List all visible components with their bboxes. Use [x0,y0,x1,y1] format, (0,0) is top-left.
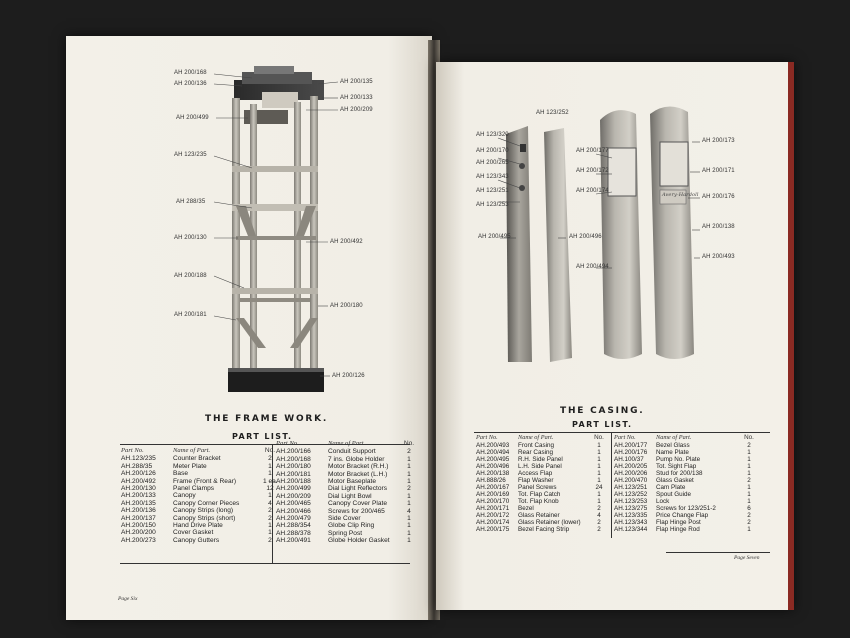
part-name: Frame (Front & Rear) [173,477,237,485]
part-name: Panel Screws [518,484,557,491]
parts-row [121,478,277,485]
part-number: AH.200/206 [614,470,648,477]
parts-row [476,498,606,505]
part-number: AH.200/492 [121,477,156,485]
part-name: Bezel Facing Strip [518,526,570,533]
callout-label: AH 200/176 [702,194,735,200]
parts-row [614,470,756,477]
part-name: Bezel Glass [656,442,690,449]
callout-label: AH 200/492 [330,239,363,245]
part-number: AH.200/177 [614,442,648,449]
part-qty: 1 [407,500,411,508]
part-qty: 1 [597,442,601,449]
part-name: Flap Hinge Rod [656,526,700,533]
header-qty: No. [264,447,276,454]
callout-label: AH 200/494 [576,264,609,270]
part-name: Flap Hinge Post [656,519,701,526]
table-bottom-rule [120,563,410,564]
part-number: AH.200/172 [476,512,510,519]
parts-row [121,537,277,544]
callout-label: AH 200/181 [174,312,207,318]
section-subtitle: PART LIST. [232,432,293,441]
right-page [436,62,794,610]
parts-row [276,478,416,485]
parts-row [276,522,416,529]
part-qty: 24 [595,484,603,491]
part-qty: 1 [407,537,411,545]
part-qty: 2 [268,507,272,515]
parts-row [476,491,606,498]
parts-row [614,449,756,456]
part-number: AH.123/275 [614,505,648,512]
part-name: Access Flap [518,470,553,477]
part-name: Motor Bracket (R.H.) [328,463,389,471]
table-header [476,434,606,441]
parts-row [121,455,277,462]
part-qty: 1 [747,470,751,477]
parts-row [276,530,416,537]
part-number: AH.200/495 [476,456,510,463]
part-name: Counter Bracket [173,455,221,463]
part-name: Pump No. Plate [656,456,701,463]
part-qty: 1 [407,470,411,478]
part-number: AH.200/273 [121,536,156,544]
part-name: Screws for 200/465 [328,507,385,515]
part-qty: 2 [268,514,272,522]
part-name: Bezel [518,505,534,512]
part-qty: 2 [747,512,751,519]
section-title: THE CASING. [560,406,645,416]
parts-row [276,485,416,492]
page-folio: Page Six [118,596,138,602]
part-qty: 1 [747,498,751,505]
part-name: R.H. Side Panel [518,456,563,463]
parts-row [121,515,277,522]
callout-label: AH 200/495 [478,234,511,240]
parts-row [614,463,756,470]
part-name: Dial Light Bowl [328,492,372,500]
part-qty: 2 [407,485,411,493]
part-number: AH.200/137 [121,514,156,522]
parts-row [476,477,606,484]
callout-label: AH 200/138 [702,224,735,230]
section-subtitle: PART LIST. [572,420,633,429]
part-number: AH.200/138 [476,470,510,477]
part-qty: 1 [407,478,411,486]
callout-label: AH 200/170 [476,148,509,154]
part-name: Spout Guide [656,491,692,498]
part-number: AH.200/181 [276,470,311,478]
parts-row [476,519,606,526]
part-qty: 2 [747,477,751,484]
header-part-no: Part No. [121,447,144,454]
parts-row [476,456,606,463]
callout-label: AH 200/126 [332,373,365,379]
parts-row [476,512,606,519]
part-qty: 1 [747,491,751,498]
part-qty: 1 [268,522,272,530]
part-number: AH.288/354 [276,522,311,530]
parts-row [121,522,277,529]
callout-label: AH 123/320 [476,132,509,138]
part-number: AH.200/479 [276,515,311,523]
parts-row [476,526,606,533]
part-name: Lock [656,498,670,505]
part-number: AH.200/200 [121,529,156,537]
part-name: Glass Retainer [518,512,560,519]
parts-row [276,515,416,522]
part-number: AH.200/494 [476,449,510,456]
callout-label: AH 288/35 [176,199,206,205]
part-qty: 2 [268,455,272,463]
header-part-no: Part No. [614,434,636,441]
part-qty: 4 [268,499,272,507]
part-qty: 2 [597,526,601,533]
part-name: Canopy Gutters [173,536,220,544]
part-qty: 1 [597,498,601,505]
callout-label: AH 200/493 [702,254,735,260]
part-number: AH.200/150 [121,522,156,530]
callout-label: AH 200/209 [340,107,373,113]
parts-row [121,500,277,507]
part-name: Front Casing [518,442,555,449]
part-qty: 1 [597,477,601,484]
callout-label: AH 123/251 [476,188,509,194]
part-qty: 4 [407,507,411,515]
parts-row [121,485,277,492]
part-name: Side Cover [328,515,361,523]
parts-row [121,492,277,499]
parts-row [276,537,416,544]
part-number: AH.200/170 [476,498,510,505]
parts-table-left-col2 [276,440,416,545]
callout-label: AH 200/174 [576,188,609,194]
part-qty: 2 [597,519,601,526]
header-name: Name of Part. [518,434,554,441]
part-number: AH.200/133 [121,492,156,500]
parts-row [276,448,416,455]
part-name: Canopy Corner Pieces [173,499,240,507]
part-qty: 1 [747,449,751,456]
callout-label: AH 200/133 [340,95,373,101]
part-qty: 12 [266,485,274,493]
part-number: AH.200/175 [476,526,510,533]
part-number: AH.200/130 [121,485,156,493]
section-title: THE FRAME WORK. [205,414,329,424]
header-qty: No. [403,440,415,447]
part-name: Flap Washer [518,477,554,484]
part-name: Tot. Sight Flap [656,463,697,470]
parts-row [476,449,606,456]
parts-row [614,505,756,512]
part-qty: 1 [268,529,272,537]
parts-row [614,456,756,463]
part-name: Cover Gasket [173,529,214,537]
part-name: Price Change Flap [656,512,709,519]
table-header [276,440,416,447]
parts-row [276,508,416,515]
part-qty: 1 [597,470,601,477]
parts-row [614,484,756,491]
parts-row [614,491,756,498]
parts-row [121,470,277,477]
part-name: Motor Baseplate [328,478,377,486]
left-page [66,36,432,620]
callout-label: AH 200/177 [576,148,609,154]
part-qty: 1 [597,491,601,498]
parts-table-right-col2 [614,434,756,533]
part-number: AH.200/466 [276,507,311,515]
part-number: AH.123/344 [614,526,648,533]
parts-row [614,477,756,484]
callout-label: AH 200/172 [576,168,609,174]
callout-label: AH 200/180 [330,303,363,309]
table-column-rule [611,432,612,538]
part-number: AH.123/251 [614,484,648,491]
part-number: AH.200/168 [276,455,311,463]
part-name: Canopy [173,492,196,500]
part-name: Hand Drive Plate [173,522,223,530]
header-name: Name of Part. [328,440,366,447]
part-qty: 1 [747,526,751,533]
part-qty: 1 [407,463,411,471]
callout-label: AH 123/252 [536,110,569,116]
part-number: AH.200/171 [476,505,510,512]
part-qty: 1 [407,455,411,463]
part-qty: 2 [747,442,751,449]
parts-row [476,505,606,512]
part-name: Globe Holder Gasket [328,537,390,545]
header-qty: No. [594,434,604,441]
part-number: AH.288/378 [276,529,311,537]
parts-row [276,456,416,463]
part-number: AH.200/188 [276,478,311,486]
part-name: Canopy Cover Plate [328,500,388,508]
part-number: AH.200/493 [476,442,510,449]
part-name: Glass Gasket [656,477,694,484]
part-qty: 1 [747,484,751,491]
part-number: AH.288/35 [121,462,153,470]
part-number: AH.123/252 [614,491,648,498]
parts-table-left-col1 [121,447,277,544]
table-header [614,434,756,441]
header-name: Name of Part. [656,434,692,441]
part-qty: 1 [268,462,272,470]
footer-rule [666,552,770,553]
part-name: Spring Post [328,529,363,537]
part-qty: 1 [597,449,601,456]
part-qty: 2 [747,519,751,526]
callout-label: AH 123/253 [476,202,509,208]
header-name: Name of Part. [173,447,211,454]
part-name: Panel Clamps [173,485,215,493]
part-number: AH.200/169 [476,491,510,498]
part-qty: 1 [268,492,272,500]
callout-label: AH 123/343 [476,174,509,180]
part-name: 7 ins. Globe Holder [328,455,385,463]
parts-row [614,526,756,533]
part-number: AH.200/126 [121,470,156,478]
part-number: AH.200/465 [276,500,311,508]
nameplate-script: Avery-Hardoll [662,192,699,198]
header-part-no: Part No. [276,440,299,447]
part-name: Glass Retainer (lower) [518,519,581,526]
part-name: Canopy Strips (short) [173,514,236,522]
table-header [121,447,277,454]
frame-illustration [66,36,432,416]
part-qty: 1 [407,492,411,500]
part-qty: 6 [747,505,751,512]
parts-row [121,507,277,514]
part-name: L.H. Side Panel [518,463,562,470]
part-number: AH.200/136 [121,507,156,515]
part-number: AH.200/174 [476,519,510,526]
part-number: AH.123/335 [614,512,648,519]
part-name: Tot. Flap Knob [518,498,559,505]
part-name: Globe Clip Ring [328,522,375,530]
part-name: Tot. Flap Catch [518,491,561,498]
part-name: Canopy Strips (long) [173,507,234,515]
part-qty: 2 [597,505,601,512]
part-qty: 4 [597,512,601,519]
parts-row [614,442,756,449]
part-number: AH.100/37 [614,456,644,463]
part-qty: 1 [407,522,411,530]
parts-row [614,519,756,526]
part-number: AH.200/491 [276,537,311,545]
part-qty: 2 [268,536,272,544]
callout-label: AH 200/265 [476,160,509,166]
parts-row [276,493,416,500]
callout-label: AH 200/168 [174,70,207,76]
callout-label: AH 200/130 [174,235,207,241]
part-qty: 1 [407,515,411,523]
callout-label: AH 200/188 [174,273,207,279]
part-qty: 2 [407,448,411,456]
parts-row [476,470,606,477]
part-number: AH.200/167 [476,484,510,491]
part-qty: 1 [407,529,411,537]
callout-label: AH 200/136 [174,81,207,87]
part-qty: 1 [747,456,751,463]
parts-row [121,463,277,470]
part-name: Screws for 123/251-2 [656,505,716,512]
part-number: AH.200/176 [614,449,648,456]
part-name: Base [173,470,189,478]
table-top-rule [474,432,770,433]
part-qty: 1 [597,456,601,463]
header-part-no: Part No. [476,434,498,441]
part-number: AH.200/209 [276,492,311,500]
parts-row [614,512,756,519]
part-number: AH.123/235 [121,455,156,463]
part-number: AH.200/496 [476,463,510,470]
part-number: AH.123/343 [614,519,648,526]
part-name: Stud for 200/138 [656,470,703,477]
callout-label: AH 200/171 [702,168,735,174]
parts-row [476,442,606,449]
part-name: Rear Casing [518,449,553,456]
part-name: Dial Light Reflectors [328,485,388,493]
part-qty: 1 ea. [263,477,278,485]
header-qty: No. [744,434,754,441]
part-name: Name Plate [656,449,689,456]
part-number: AH.888/26 [476,477,506,484]
part-name: Motor Bracket (L.H.) [328,470,388,478]
parts-row [276,471,416,478]
part-number: AH.200/135 [121,499,156,507]
part-number: AH.200/180 [276,463,311,471]
callout-label: AH 200/173 [702,138,735,144]
parts-row [476,463,606,470]
callout-label: AH 200/496 [569,234,602,240]
parts-row [476,484,606,491]
parts-row [614,498,756,505]
part-number: AH.123/253 [614,498,648,505]
part-number: AH.200/166 [276,448,311,456]
page-folio: Page Seven [734,555,760,561]
part-number: AH.200/205 [614,463,648,470]
part-number: AH.200/499 [276,485,311,493]
parts-row [276,500,416,507]
parts-row [121,529,277,536]
callout-label: AH 123/235 [174,152,207,158]
callout-label: AH 200/135 [340,79,373,85]
part-name: Meter Plate [173,462,207,470]
casing-illustration [436,62,788,362]
callout-label: AH 200/499 [176,115,209,121]
part-name: Cam Plate [656,484,686,491]
part-qty: 1 [268,470,272,478]
part-name: Conduit Support [328,448,376,456]
part-qty: 1 [597,463,601,470]
parts-row [276,463,416,470]
part-number: AH.200/470 [614,477,648,484]
parts-table-right-col1 [476,434,606,533]
part-qty: 1 [747,463,751,470]
